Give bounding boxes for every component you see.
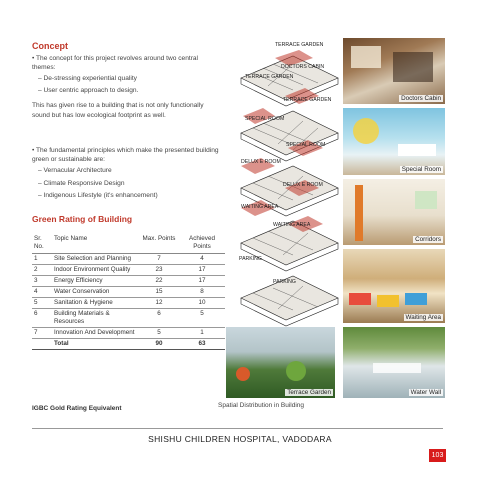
footer-title: SHISHU CHILDREN HOSPITAL, VADODARA <box>148 434 332 444</box>
concept-heading: Concept <box>32 41 68 51</box>
label-deluxe-room-1: DELUX E ROOM <box>241 159 281 165</box>
caption-doctors-cabin: Doctors Cabin <box>401 95 441 102</box>
label-terrace-garden-3: TERRACE GARDEN <box>283 97 332 103</box>
row-topic: Energy Efficiency <box>52 276 139 287</box>
header-sr: Sr. No. <box>32 233 52 254</box>
label-parking-2: PARKING <box>273 279 296 285</box>
row-achieved: 4 <box>179 254 225 265</box>
label-special-room-2: SPECIAL ROOM <box>286 142 326 148</box>
row-sr: 2 <box>32 265 52 276</box>
photo-waiting-area <box>343 249 445 323</box>
row-max: 23 <box>139 265 179 276</box>
row-sr: 6 <box>32 309 52 328</box>
photo-doctors-cabin <box>343 38 445 104</box>
table-header-row <box>32 233 225 254</box>
photo-corridors <box>343 179 445 245</box>
table-total-row <box>32 339 225 350</box>
photo-water-wall <box>343 327 445 398</box>
label-waiting-area-1: WAITING AREA <box>241 204 279 210</box>
row-sr: 1 <box>32 254 52 265</box>
concept-sub-1: – De-stressing experiential quality <box>38 75 137 82</box>
row-achieved: 8 <box>179 287 225 298</box>
concept-bullet-2: • The fundamental principles which make the presented building green or sustainable are: <box>32 147 219 163</box>
row-topic: Building Materials & Resources <box>52 309 139 328</box>
row-sr: 3 <box>32 276 52 287</box>
page-number: 103 <box>429 449 446 462</box>
row-topic: Water Conservation <box>52 287 139 298</box>
caption-water-wall: Water Wall <box>410 389 441 396</box>
table-row <box>32 328 225 339</box>
row-achieved: 17 <box>179 276 225 287</box>
row-topic: Innovation And Development <box>52 328 139 339</box>
caption-corridors: Corridors <box>415 236 441 243</box>
label-doctors-cabin: DOCTORS CABIN <box>281 64 325 70</box>
row-achieved: 10 <box>179 298 225 309</box>
label-terrace-garden-2: TERRACE GARDEN <box>245 74 294 80</box>
caption-waiting-area: Waiting Area <box>405 314 441 321</box>
label-terrace-garden-1: TERRACE GARDEN <box>275 42 324 48</box>
header-topic: Topic Name <box>52 233 139 254</box>
row-sr: 7 <box>32 328 52 339</box>
row-topic: Indoor Environment Quality <box>52 265 139 276</box>
table-row <box>32 298 225 309</box>
total-max: 90 <box>139 339 179 350</box>
caption-special-room: Special Room <box>401 166 441 173</box>
concept-sub-2: – User centric approach to design. <box>38 87 139 94</box>
row-topic: Sanitation & Hygiene <box>52 298 139 309</box>
row-achieved: 17 <box>179 265 225 276</box>
header-max: Max. Points <box>139 233 179 254</box>
row-sr: 4 <box>32 287 52 298</box>
table-row <box>32 287 225 298</box>
row-topic: Site Selection and Planning <box>52 254 139 265</box>
row-max: 6 <box>139 309 179 328</box>
concept-paragraph: This has given rise to a building that is not only functionally sound but has low ecological footprint as well. <box>32 102 204 119</box>
table-row <box>32 254 225 265</box>
igbc-equivalent: IGBC Gold Rating Equivalent <box>32 405 122 412</box>
green-rating-table <box>32 233 225 350</box>
footer-divider <box>32 428 443 429</box>
row-max: 15 <box>139 287 179 298</box>
header-achieved: Achieved Points <box>179 233 225 254</box>
label-waiting-area-2: WAITING AREA <box>273 222 311 228</box>
table-row <box>32 276 225 287</box>
row-max: 12 <box>139 298 179 309</box>
label-special-room-1: SPECIAL ROOM <box>245 116 285 122</box>
photo-terrace-garden <box>226 327 335 398</box>
green-rating-heading: Green Rating of Building <box>32 214 133 224</box>
concept-sub-3: – Vernacular Architecture <box>38 167 112 174</box>
concept-bullet-1: • The concept for this project revolves around two central themes: <box>32 55 199 71</box>
photo-special-room <box>343 108 445 175</box>
label-deluxe-room-2: DELUX E ROOM <box>283 182 323 188</box>
spatial-distribution-diagram <box>233 38 340 360</box>
total-label: Total <box>52 339 139 350</box>
label-parking-1: PARKING <box>239 256 262 262</box>
row-achieved: 5 <box>179 309 225 328</box>
row-max: 22 <box>139 276 179 287</box>
table-row <box>32 265 225 276</box>
table-row <box>32 309 225 328</box>
total-achieved: 63 <box>179 339 225 350</box>
row-max: 7 <box>139 254 179 265</box>
row-max: 5 <box>139 328 179 339</box>
concept-sub-4: – Climate Responsive Design <box>38 180 125 187</box>
caption-terrace-garden: Terrace Garden <box>287 389 331 396</box>
row-achieved: 1 <box>179 328 225 339</box>
row-sr: 5 <box>32 298 52 309</box>
diagram-caption: Spatial Distribution in Building <box>218 402 304 409</box>
concept-sub-5: – Indigenous Lifestyle (it's enhancement) <box>38 192 158 199</box>
